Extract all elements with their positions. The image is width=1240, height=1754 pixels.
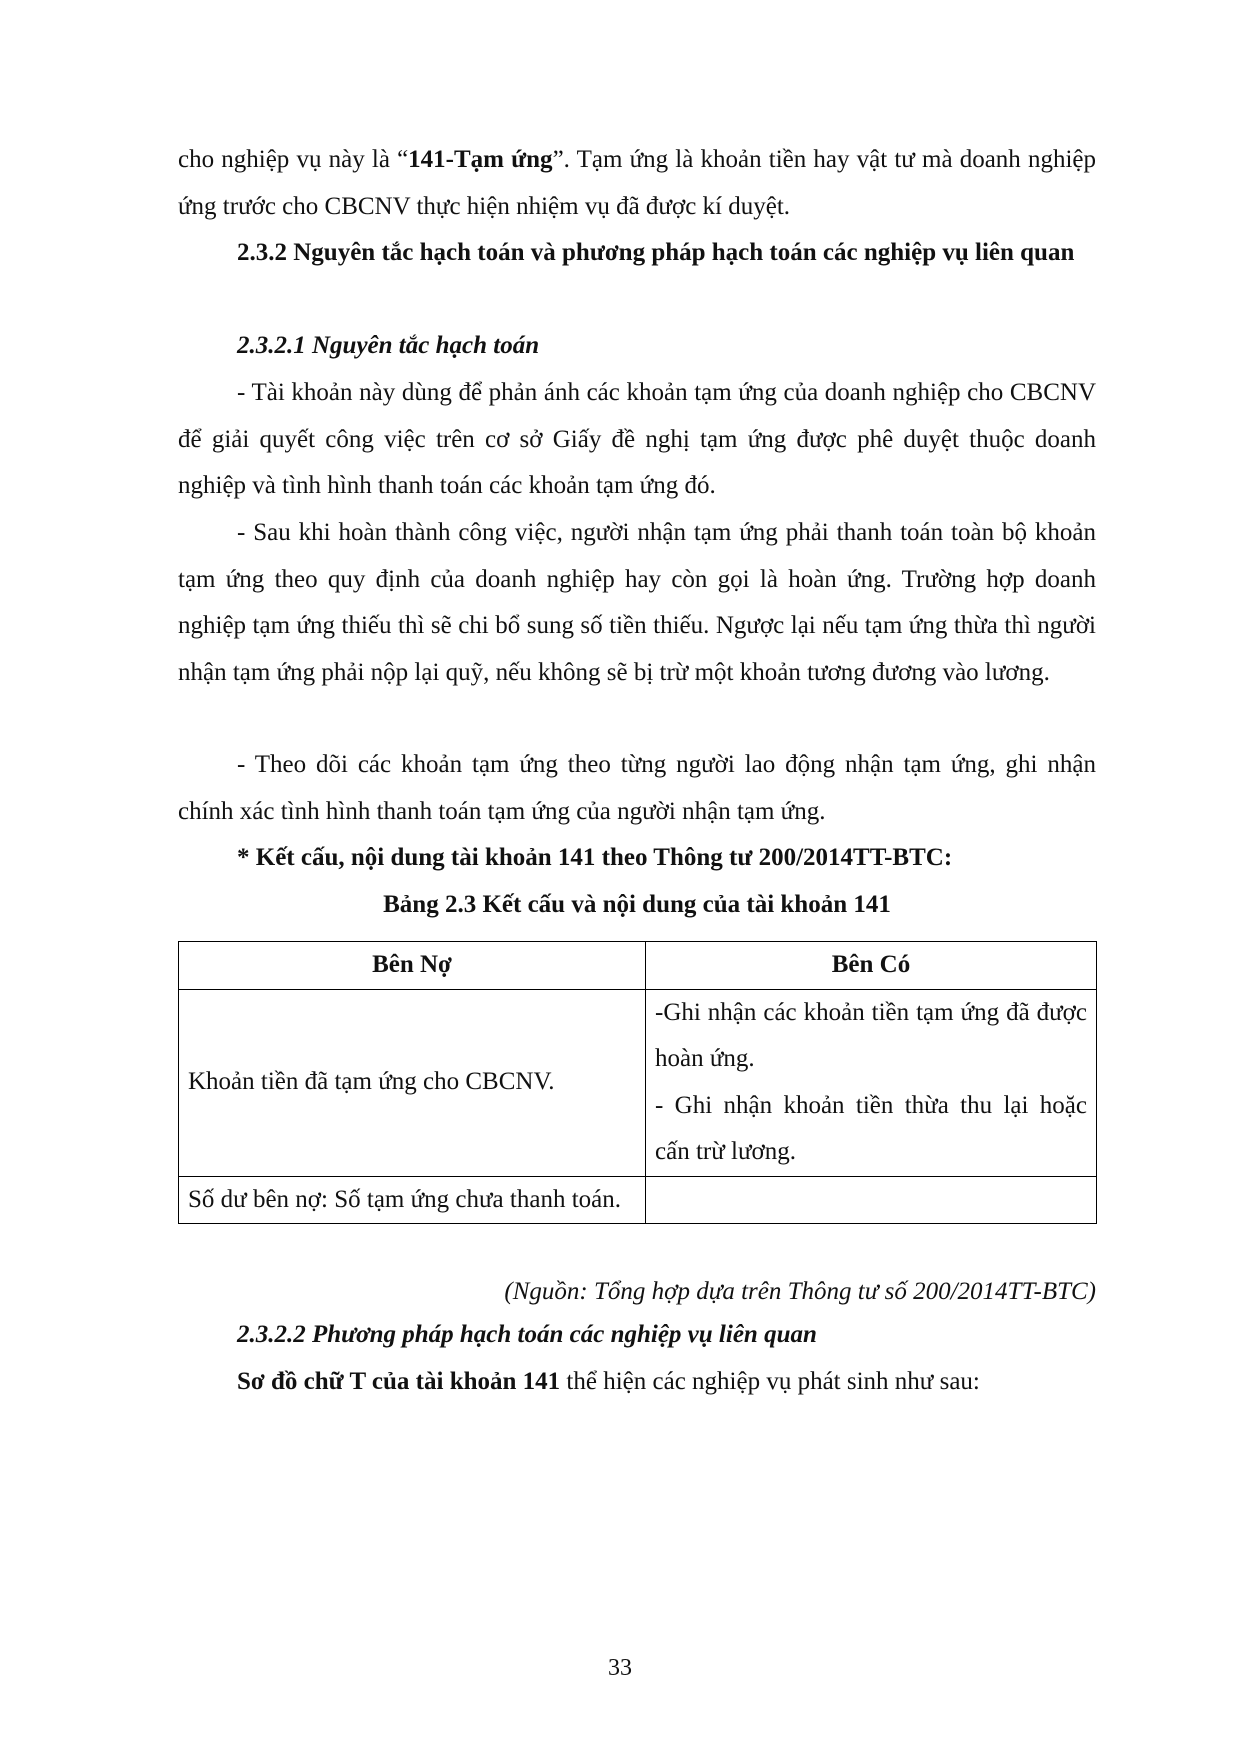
account-name-bold: 141-Tạm ứng xyxy=(408,146,553,173)
heading-2-3-2-1: 2.3.2.1 Nguyên tắc hạch toán xyxy=(237,332,540,359)
table-source: (Nguồn: Tổng hợp dựa trên Thông tư số 200/2014TT-BTC) xyxy=(504,1278,1096,1305)
credit-line-1: -Ghi nhận các khoản tiền tạm ứng đã được hoàn ứng. xyxy=(655,998,1087,1072)
structure-heading: * Kết cấu, nội dung tài khoản 141 theo Thông tư 200/2014TT-BTC: xyxy=(237,844,953,871)
credit-line-2: - Ghi nhận khoản tiền thừa thu lại hoặc cấn trừ lương. xyxy=(655,1091,1087,1165)
t-account-intro: Sơ đồ chữ T của tài khoản 141 thể hiện các nghiệp vụ phát sinh như sau: xyxy=(237,1368,980,1395)
t-account-bold: Sơ đồ chữ T của tài khoản 141 xyxy=(237,1368,561,1395)
intro-paragraph: cho nghiệp vụ này là “141-Tạm ứng”. Tạm ứng là khoản tiền hay vật tư mà doanh nghiệp ứng trước cho CBCNV thực hiện nhiệm vụ đã được kí duyệt. xyxy=(178,146,1096,220)
principle-paragraph-1: - Tài khoản này dùng để phản ánh các khoản tạm ứng của doanh nghiệp cho CBCNV để giải quyết công việc trên cơ sở Giấy đề nghị tạm ứng được phê duyệt thuộc doanh nghiệp và tình hình thanh toán các khoản tạm ứng đó. xyxy=(178,379,1096,499)
page-number: 33 xyxy=(608,1655,632,1681)
row1-debit-cell: Khoản tiền đã tạm ứng cho CBCNV. xyxy=(179,989,646,1176)
account-141-table xyxy=(178,941,1097,1224)
table-header-row xyxy=(179,942,1097,990)
row2-credit-cell xyxy=(646,1176,1097,1224)
header-credit: Bên Có xyxy=(646,942,1097,990)
row1-credit-cell xyxy=(646,989,1097,1176)
header-debit: Bên Nợ xyxy=(179,942,646,990)
table-caption: Bảng 2.3 Kết cấu và nội dung của tài khoản 141 xyxy=(383,891,891,918)
principle-paragraph-3: - Theo dõi các khoản tạm ứng theo từng người lao động nhận tạm ứng, ghi nhận chính xác tình hình thanh toán tạm ứng của người nhận tạm ứng. xyxy=(178,751,1096,825)
row2-debit-cell: Số dư bên nợ: Số tạm ứng chưa thanh toán. xyxy=(179,1176,646,1224)
heading-2-3-2: 2.3.2 Nguyên tắc hạch toán và phương pháp hạch toán các nghiệp vụ liên quan xyxy=(237,239,1075,266)
principle-paragraph-2: - Sau khi hoàn thành công việc, người nhận tạm ứng phải thanh toán toàn bộ khoản tạm ứng theo quy định của doanh nghiệp hay còn gọi là hoàn ứng. Trường hợp doanh nghiệp tạm ứng thiếu thì sẽ chi bổ sung số tiền thiếu. Ngược lại nếu tạm ứng thừa thì người nhận tạm ứng phải nộp lại quỹ, nếu không sẽ bị trừ một khoản tương đương vào lương. xyxy=(178,519,1096,686)
table-row xyxy=(179,1176,1097,1224)
table-row xyxy=(179,989,1097,1176)
heading-2-3-2-2: 2.3.2.2 Phương pháp hạch toán các nghiệp vụ liên quan xyxy=(237,1321,817,1348)
